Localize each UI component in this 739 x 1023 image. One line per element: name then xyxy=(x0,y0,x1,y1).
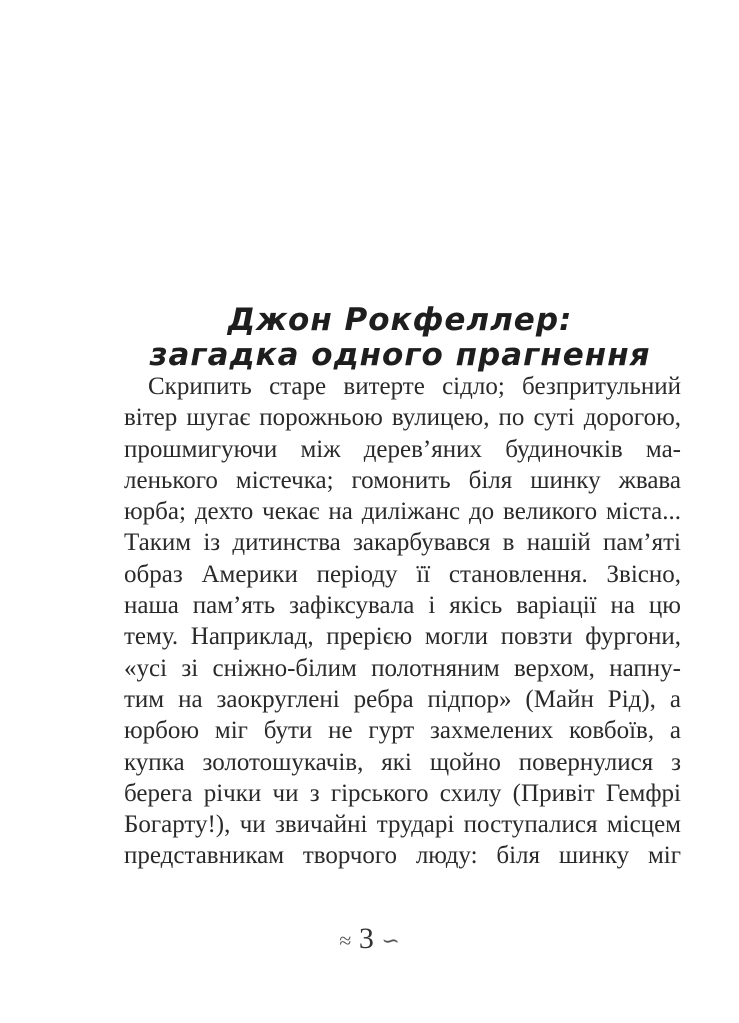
chapter-title-line-2: загадка одного прагнення xyxy=(149,337,651,373)
text-line: прошмигуючи між дерев’яних будиночків ма- xyxy=(124,435,681,463)
text-line: наша пам’ять зафіксувала і якісь варіації на цю xyxy=(124,592,681,620)
chapter-title-line-1: Джон Рокфеллер: xyxy=(227,302,573,338)
body-text xyxy=(124,371,681,872)
page-footer xyxy=(0,922,739,956)
text-line: берега річки чи з гірського схилу (Привіт Гемфрі xyxy=(124,779,681,807)
text-line: тему. Наприклад, прерією могли повзти фургони, xyxy=(124,623,681,651)
text-line: купка золотошукачів, які щойно повернулися з xyxy=(124,748,681,776)
text-line: образ Америки періоду її становлення. Звісно, xyxy=(124,560,681,588)
ornament-left-icon: ≈ xyxy=(339,928,352,954)
text-line: юрбою міг бути не гурт захмелених ковбоїв, а xyxy=(124,717,681,745)
text-line: юрба; дехто чекає на диліжанс до великого міста... xyxy=(124,498,681,526)
text-line: Богарту!), чи звичайні трударі поступалися місцем xyxy=(124,811,681,839)
text-line: вітер шугає порожньою вулицею, по суті дорогою, xyxy=(124,404,681,432)
text-line: тим на заокруглені ребра підпор» (Майн Рід), а xyxy=(124,685,681,713)
text-line: ленького містечка; гомонить біля шинку жвава xyxy=(124,466,681,494)
text-line: «усі зі сніжно-білим полотняним верхом, напну- xyxy=(124,654,681,682)
ornament-right-icon: ∽ xyxy=(381,928,400,954)
page-number: 3 xyxy=(358,922,374,955)
text-line: Скрипить старе витерте сідло; безпритульний xyxy=(148,373,681,400)
text-line: Таким із дитинства закарбувався в нашій пам’яті xyxy=(124,529,681,557)
text-line: представникам творчого люду: біля шинку міг xyxy=(124,842,681,870)
